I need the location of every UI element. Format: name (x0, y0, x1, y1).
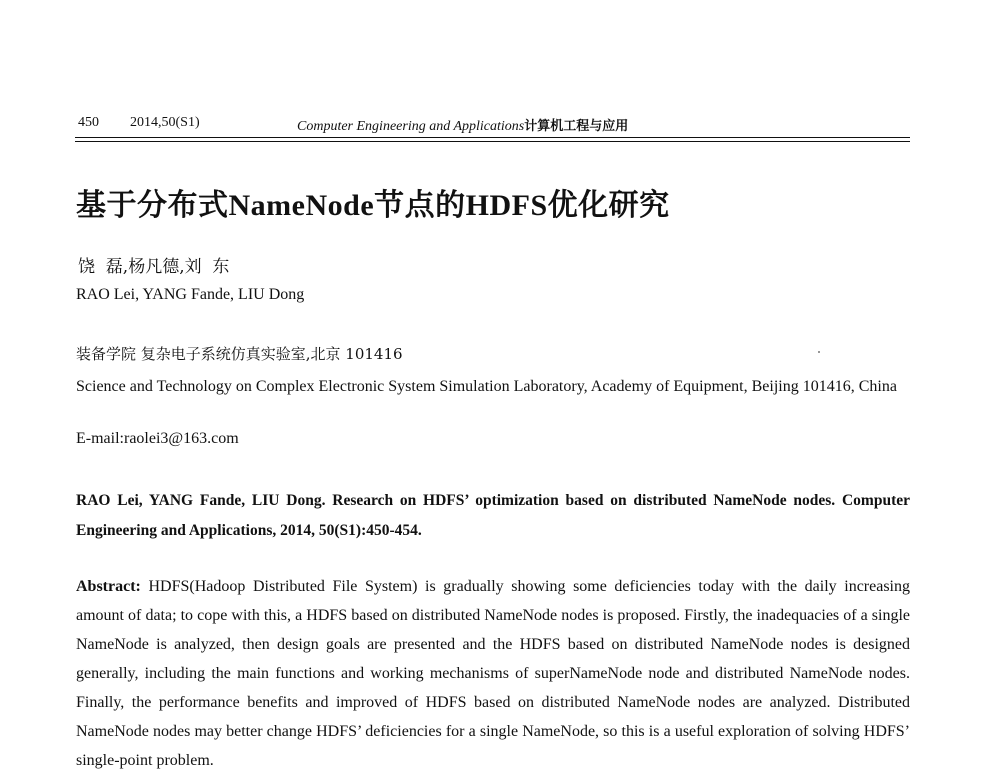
header-rule-thin (75, 141, 910, 142)
authors-english: RAO Lei, YANG Fande, LIU Dong (76, 286, 305, 303)
journal-name (297, 115, 628, 135)
header-rule-thick (75, 137, 910, 138)
running-header (78, 113, 910, 133)
affiliation-english: Science and Technology on Complex Electronic System Simulation Laboratory, Academy of Equipment, Beijing 101416, China (76, 378, 897, 395)
abstract-text: HDFS(Hadoop Distributed File System) is gradually showing some deficiencies today with the daily increasing amount of data; to cope with this, a HDFS based on distributed NameNode nodes is proposed. Firstly, the inadequacies of a single NameNode is analyzed, then design goals are presented and the HDFS based on distributed NameNode nodes is designed generally, including the main functions and working mechanisms of superNameNode node and distributed NameNode nodes. Finally, the performance benefits and improved of HDFS based on distributed NameNode nodes are analyzed. Distributed NameNode nodes may better change HDFS’ deficiencies for a single NameNode, so this is a useful exploration of solving HDFS’ single-point problem. (76, 578, 911, 769)
citation-reference: RAO Lei, YANG Fande, LIU Dong. Research on HDFS’ optimization based on distributed NameNode nodes. Computer Engineering and Applications, 2014, 50(S1):450-454. (76, 492, 910, 539)
authors-chinese: 饶 磊,杨凡德,刘 东 (78, 257, 230, 277)
scan-speck (818, 351, 820, 353)
journal-name-en: Computer Engineering and Applications (297, 119, 525, 134)
paper-title: 基于分布式NameNode节点的HDFS优化研究 (76, 189, 670, 222)
journal-name-zh: 计算机工程与应用 (524, 119, 629, 134)
abstract-label: Abstract: (76, 578, 141, 595)
issue-info: 2014,50(S1) (130, 115, 200, 130)
abstract-paragraph (76, 572, 910, 775)
affiliation-chinese: 装备学院 复杂电子系统仿真实验室,北京 101416 (76, 345, 403, 363)
author-email: E-mail:raolei3@163.com (76, 430, 239, 447)
page-number: 450 (78, 115, 99, 130)
